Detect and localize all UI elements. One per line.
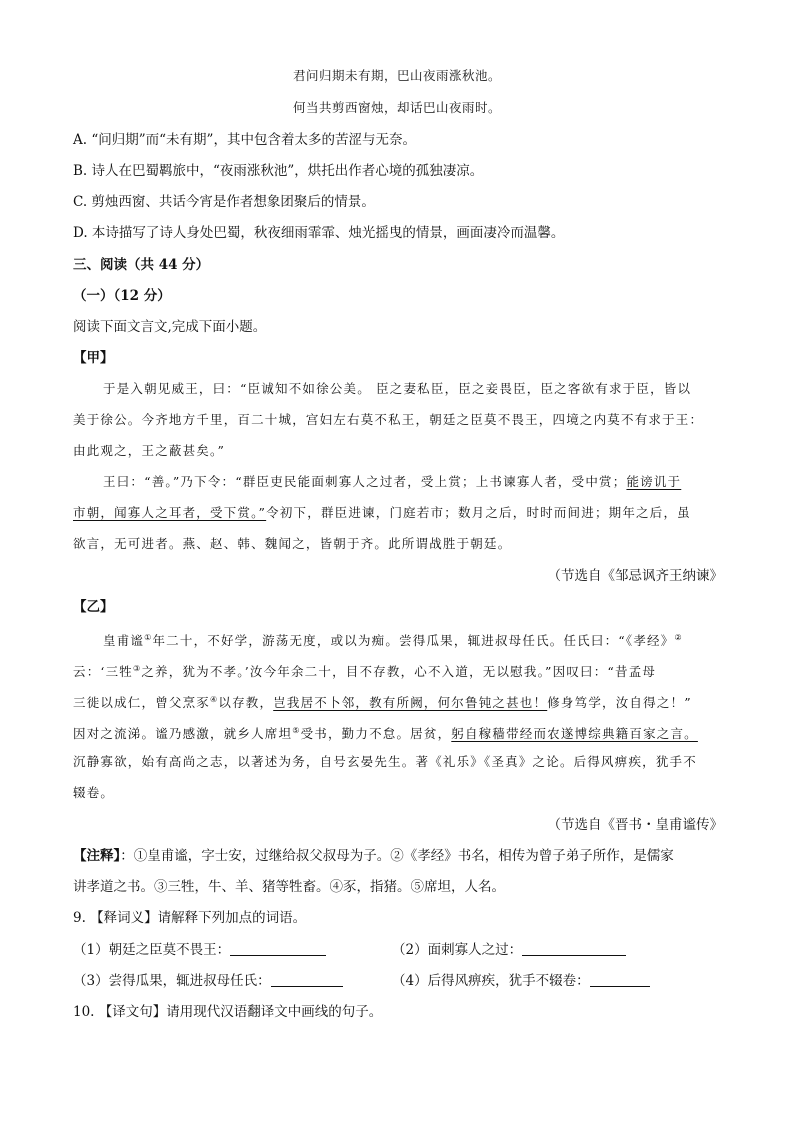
jia-text: 王曰：“善。”乃下令：“群臣吏民能面刺寡人之过者，受上赏；上书谏寡人者，受中赏； — [103, 474, 627, 489]
yi-text: 以存教， — [218, 695, 274, 711]
yi-line — [73, 659, 723, 682]
jia-line: 由此观之，王之蔽甚矣。” — [73, 443, 226, 458]
underlined-sentence: 能谤讥于 — [626, 474, 682, 489]
question-9-title: 9. 【释词义】请解释下列加点的词语。 — [73, 910, 307, 926]
notes-line — [73, 846, 723, 866]
option-d: D. 本诗描写了诗人身处巴蜀，秋夜细雨霏霏、烛光摇曳的情景，画面凄冷而温馨。 — [73, 225, 565, 241]
question-10-title: 10. 【译文句】请用现代汉语翻译文中画线的句子。 — [73, 1004, 383, 1020]
passage-yi-label: 【乙】 — [73, 599, 114, 615]
q9-item-text: （1）朝廷之臣莫不畏王： — [73, 942, 231, 958]
notes-text: ：①皇甫谧，字士安，过继给叔父叔母为子。②《孝经》书名，相传为曾子弟子所作，是儒家 — [120, 848, 674, 864]
passage-jia-label: 【甲】 — [73, 350, 114, 366]
jia-text: 令初下，群臣进谏，门庭若市；数月之后，时时而间进；期年之后，虽 — [266, 505, 691, 520]
notes-line: 讲孝道之书。③三牲，牛、羊、猪等牲畜。④豕，指猪。⑤席坦，人名。 — [73, 879, 505, 895]
instruction: 阅读下面文言文,完成下面小题。 — [73, 319, 267, 335]
yi-text: 之养，犹为不孝。’汝今年余二十，目不存教，心不入道，无以慰我。”因叹曰：“昔孟母 — [141, 664, 657, 680]
notes-label: 【注释】 — [73, 848, 121, 864]
note-marker: ③ — [132, 664, 142, 673]
option-a: A. “问归期”而“未有期”，其中包含着太多的苦涩与无奈。 — [73, 132, 416, 148]
note-marker: ⑤ — [292, 726, 301, 735]
underlined-sentence: 市朝，闻寡人之耳者，受下赏。” — [73, 505, 267, 520]
jia-line — [103, 472, 723, 492]
option-c: C. 剪烛西窗、共话今宵是作者想象团聚后的情景。 — [73, 194, 375, 210]
yi-text: 三徙以成仁，曾父烹豕 — [73, 695, 211, 711]
option-b: B. 诗人在巴蜀羁旅中，“夜雨涨秋池”，烘托出作者心境的孤独凄凉。 — [73, 163, 484, 179]
q9-item-2 — [392, 940, 722, 960]
yi-text: 年二十，不好学，游荡无度，或以为痴。尝得瓜果，辄进叔母任氏。任氏曰：“《孝经》 — [152, 633, 675, 649]
jia-source: （节选自《邹忌讽齐王纳谏》 — [547, 568, 723, 584]
q9-item-text: （3）尝得瓜果，辄进叔母任氏： — [73, 973, 271, 989]
answer-blank[interactable] — [522, 941, 626, 956]
yi-text: 皇甫谧 — [103, 633, 145, 649]
yi-text: 因对之流涕。谧乃感激，就乡人席坦 — [73, 726, 293, 742]
q9-item-text: （2）面刺寡人之过： — [392, 942, 523, 958]
yi-text: 修身笃学，汝自得之！” — [547, 695, 692, 711]
yi-line: 沉静寡欲，始有高尚之志，以著述为务，自号玄晏先生。著《礼乐》《圣真》之论。后得风痹疾，犹手不 — [73, 754, 697, 769]
poem-line-2: 何当共剪西窗烛，却话巴山夜雨时。 — [292, 100, 501, 115]
jia-line: 美于徐公。今齐地方千里，百二十城，宫妇左右莫不私王，朝廷之臣莫不畏王，四境之内莫不有求于王： — [73, 412, 704, 427]
q9-item-text: （4）后得风痹疾，犹手不辍卷： — [392, 973, 590, 989]
underlined-sentence: 躬自稼穑带经而农遂博综典籍百家之言。 — [451, 726, 698, 742]
yi-text: 云：‘三牲 — [73, 664, 133, 680]
underlined-sentence: 岂我居不卜邻，教有所阙，何尔鲁钝之甚也！ — [273, 695, 548, 711]
answer-blank[interactable] — [271, 972, 343, 987]
yi-line — [73, 690, 723, 713]
q9-item-1 — [73, 940, 383, 960]
yi-text: 受书，勤力不怠。居贫， — [300, 726, 452, 742]
subsection-title: （一）（12 分） — [73, 288, 171, 304]
q9-item-3 — [73, 971, 383, 991]
yi-line — [103, 628, 723, 651]
note-marker: ④ — [210, 695, 219, 704]
section-title: 三、阅读（共 44 分） — [73, 257, 210, 273]
yi-line — [73, 721, 723, 744]
poem-line-1: 君问归期未有期，巴山夜雨涨秋池。 — [292, 68, 501, 83]
answer-blank[interactable] — [590, 972, 650, 987]
jia-line: 欲言，无可进者。燕、赵、韩、魏闻之，皆朝于齐。此所谓战胜于朝廷。 — [73, 536, 512, 551]
yi-source: （节选自《晋书・皇甫谧传》 — [547, 817, 723, 833]
jia-line — [73, 503, 723, 523]
yi-line: 辍卷。 — [73, 785, 115, 800]
answer-blank[interactable] — [230, 941, 326, 956]
q9-item-4 — [392, 971, 722, 991]
note-marker: ① — [144, 633, 153, 642]
note-marker: ② — [674, 633, 683, 642]
jia-line: 于是入朝见威王，曰：“臣诚知不如徐公美。 臣之妻私臣，臣之妾畏臣，臣之客欲有求于臣，皆以 — [103, 381, 692, 396]
